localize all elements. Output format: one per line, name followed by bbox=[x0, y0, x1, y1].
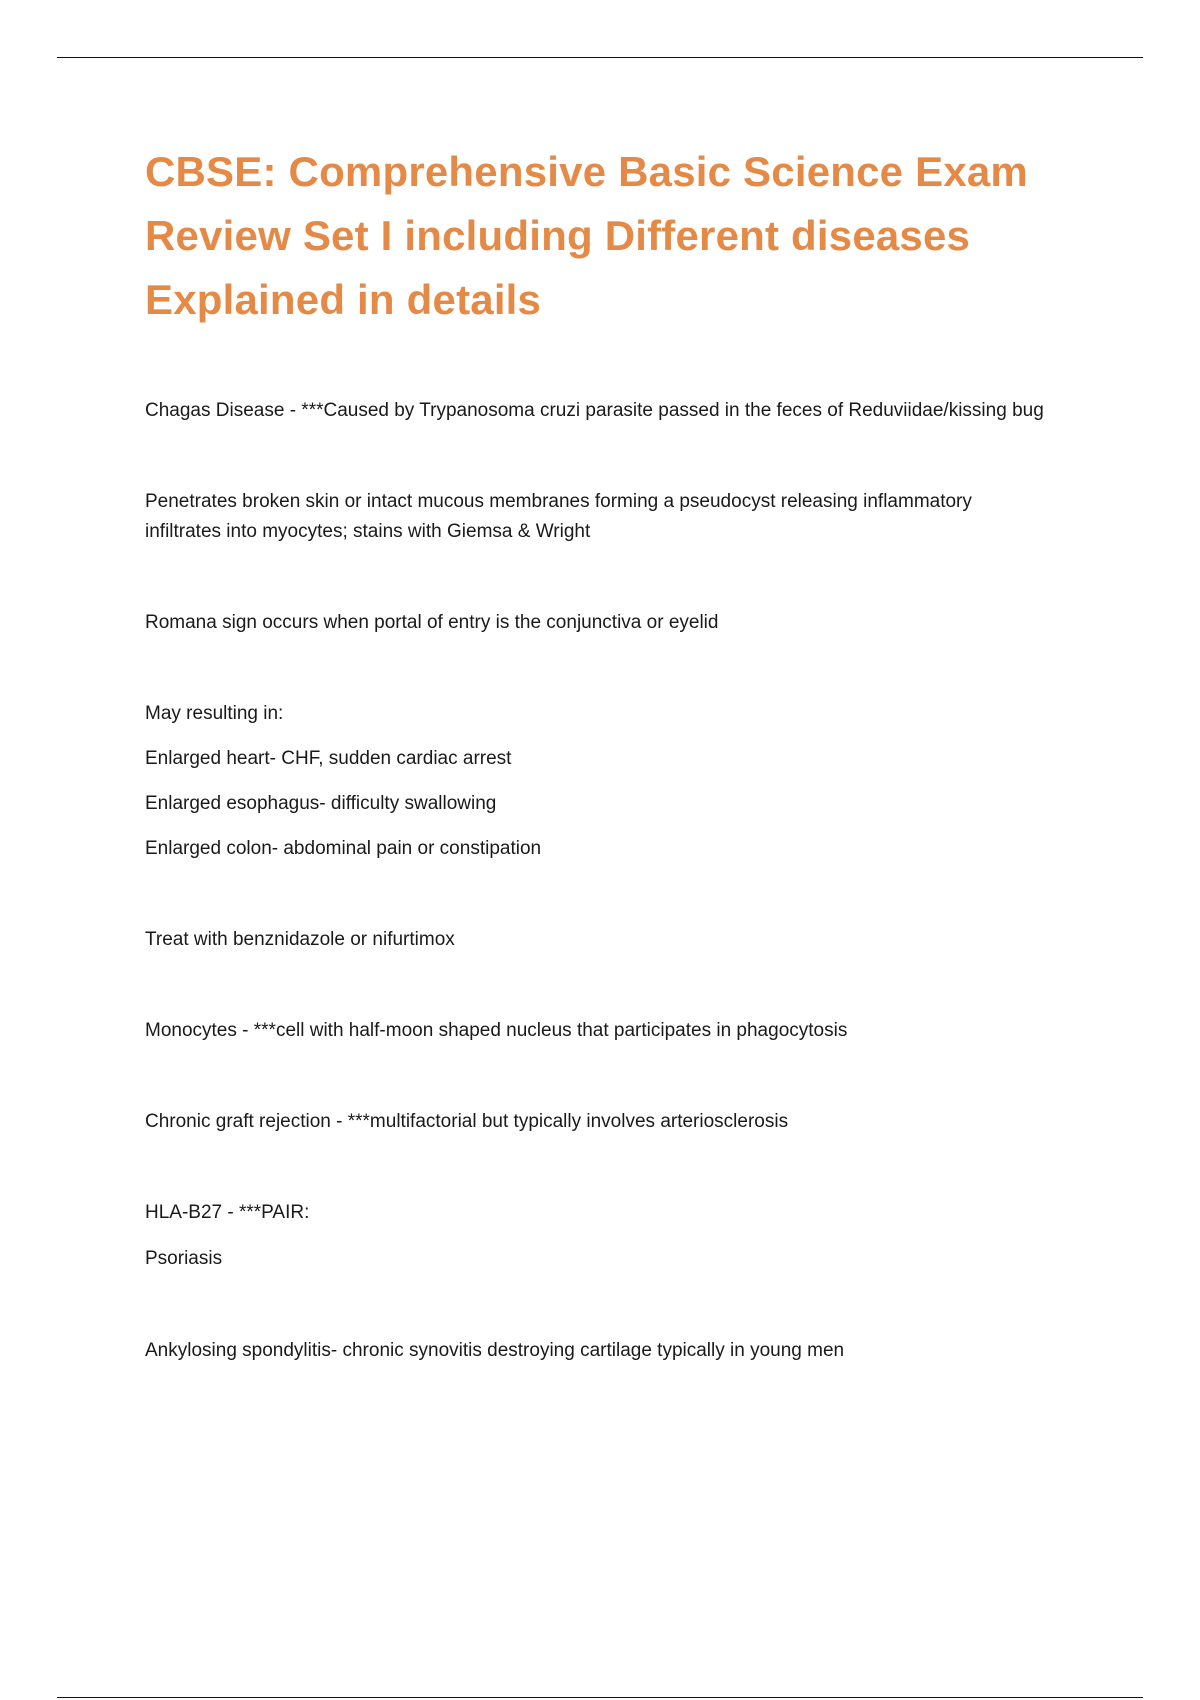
top-rule bbox=[57, 57, 1143, 58]
document-title bbox=[145, 140, 1105, 332]
title-line: CBSE: Comprehensive Basic Science Exam bbox=[145, 148, 1028, 195]
complication-colon: Enlarged colon- abdominal pain or constipation bbox=[145, 838, 542, 859]
chagas-mechanism-line-2: infiltrates into myocytes; stains with Giemsa & Wright bbox=[145, 521, 591, 542]
bottom-rule bbox=[57, 1697, 1143, 1698]
title-line: Explained in details bbox=[145, 276, 542, 323]
complication-esophagus: Enlarged esophagus- difficulty swallowing bbox=[145, 793, 497, 814]
chagas-disease-definition: Chagas Disease - ***Caused by Trypanosoma cruzi parasite passed in the feces of Reduviidae/kissing bug bbox=[145, 400, 1044, 421]
graft-rejection-definition: Chronic graft rejection - ***multifactorial but typically involves arteriosclerosis bbox=[145, 1111, 789, 1132]
complication-heart: Enlarged heart- CHF, sudden cardiac arrest bbox=[145, 748, 512, 769]
hla-b27-heading: HLA-B27 - ***PAIR: bbox=[145, 1202, 310, 1223]
treatment-note: Treat with benznidazole or nifurtimox bbox=[145, 929, 455, 950]
monocytes-definition: Monocytes - ***cell with half-moon shaped nucleus that participates in phagocytosis bbox=[145, 1020, 848, 1041]
title-line: Review Set I including Different diseases bbox=[145, 212, 971, 259]
ankylosing-spondylitis-note: Ankylosing spondylitis- chronic synovitis destroying cartilage typically in young men bbox=[145, 1340, 845, 1361]
complications-heading: May resulting in: bbox=[145, 703, 284, 724]
chagas-mechanism-line-1: Penetrates broken skin or intact mucous membranes forming a pseudocyst releasing inflammatory bbox=[145, 491, 972, 512]
romana-sign-note: Romana sign occurs when portal of entry is the conjunctiva or eyelid bbox=[145, 612, 719, 633]
hla-b27-psoriasis: Psoriasis bbox=[145, 1248, 223, 1269]
